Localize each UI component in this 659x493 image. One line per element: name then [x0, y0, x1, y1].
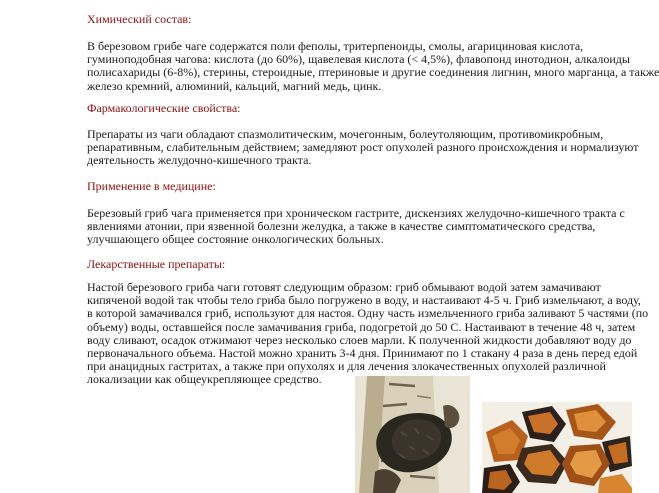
text-line: первоначального объема. Настой можно хранить 3-4 дня. Принимают по 1 стакану 4 раза в день перед едой — [87, 346, 638, 361]
text-line: явлениями атонии, при язвенной болезни желудка, а также в качестве симптоматического средства, — [87, 219, 596, 234]
text-line: в которой замачивался гриб, используют для настоя. Одну часть измельченного гриба заливают 5 частями (по — [87, 306, 649, 321]
section-text-composition — [87, 40, 659, 93]
text-line: железо кремний, алюминий, кальций, магний медь, цинк. — [87, 78, 382, 93]
text-line: воду сливают, осадок отжимают через несколько слоев марли. К полученной жидкости добавляют воду до — [87, 332, 632, 347]
section-text-pharmacology — [87, 128, 638, 168]
section-heading-medical-use: Применение в медицине: — [87, 179, 216, 193]
text-line: локализации как общеукрепляющее средство. — [87, 372, 322, 387]
text-line: Настой березового гриба чаги готовят следующим образом: гриб обмывают водой затем замачивают — [87, 280, 601, 294]
text-line: Березовый гриб чага применяется при хроническом гастрите, дискензиях желудочно-кишечного тракта с — [87, 206, 625, 220]
text-line: полисахариды (6-8%), стерины, стероидные, птериновые и другие соединения лигнин, много марганца, а также — [87, 65, 659, 80]
section-text-medical-use — [87, 207, 625, 247]
chaga-on-birch-photo — [355, 376, 470, 493]
text-line: В березовом грибе чаге содержатся поли феполы, тритерпеноиды, смолы, агарициновая кислота, — [87, 39, 584, 53]
text-line: деятельность желудочно-кишечного тракта. — [87, 153, 312, 168]
text-line: при анацидных гастритах, а также при опухолях и для лечения злокачественных опухолей различной — [87, 359, 606, 374]
section-heading-pharmacology: Фармакологические свойства: — [87, 101, 241, 115]
section-heading-preparations: Лекарственные препараты: — [87, 257, 226, 271]
chaga-pieces-photo — [482, 402, 632, 493]
text-line: объему) воды, оставшейся после замачивания гриба, подогретой до 50 С. Настаивают в течение 48 ч, затем — [87, 319, 636, 334]
text-line: репаративным, слабительным действием; замедляют рост опухолей разного происхождения и нормализуют — [87, 140, 639, 155]
text-line: гуминоподобная чагова: кислота (до 60%), щавелевая кислота (< 4,5%), флавопонд инотодион, алкалоиды — [87, 52, 630, 67]
section-text-preparations — [87, 281, 648, 387]
text-line: Препараты из чаги обладают спазмолитическим, мочегонным, болеутоляющим, противомикробным, — [87, 127, 604, 141]
text-line: кипяченой водой так чтобы тело гриба было погружено в воду, и настаивают 4-5 ч. Гриб измельчают, а воду, — [87, 293, 641, 308]
text-line: улучшающего общее состояние онкологических больных. — [87, 232, 384, 247]
section-heading-composition: Химический состав: — [87, 12, 192, 26]
